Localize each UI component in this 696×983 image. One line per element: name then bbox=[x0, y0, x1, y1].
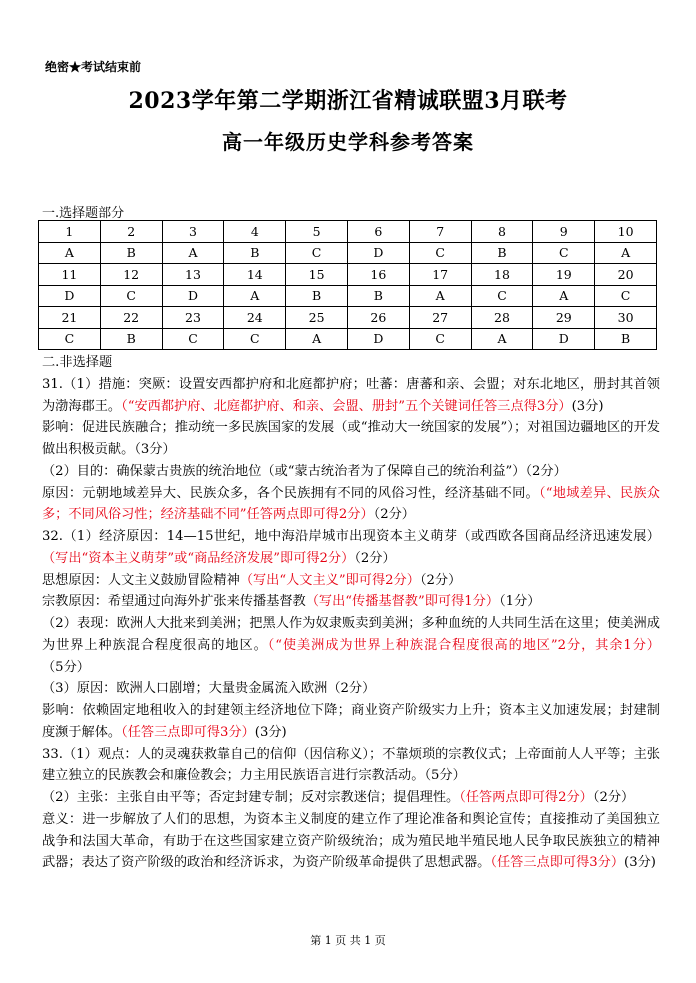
answer-cell: B bbox=[471, 242, 533, 264]
answer-cell: B bbox=[224, 242, 286, 264]
question-number-cell: 26 bbox=[347, 307, 409, 329]
question-number-cell: 10 bbox=[595, 221, 657, 243]
question-number-cell: 2 bbox=[100, 221, 162, 243]
secret-label: 绝密★考试结束前 bbox=[45, 60, 142, 74]
answer-row bbox=[39, 242, 657, 264]
scoring-note: （写出“传播基督教”即可得1分） bbox=[305, 594, 500, 610]
answer-cell: A bbox=[162, 242, 224, 264]
page-subtitle: 高一年级历史学科参考答案 bbox=[222, 130, 474, 154]
answer-cell: A bbox=[224, 285, 286, 307]
answer-cell: D bbox=[39, 285, 101, 307]
answer-31-2-reason: 原因：元朝地域差异大、民族众多，各个民族拥有不同的风俗习性，经济基础不同。（“地域差异、民族众多；不同风俗习性；经济基础不同”任答两点即可得2分）（2分） bbox=[42, 485, 660, 523]
answer-cell: A bbox=[286, 328, 348, 350]
question-number-cell: 1 bbox=[39, 221, 101, 243]
question-number-cell: 25 bbox=[286, 307, 348, 329]
answer-cell: C bbox=[39, 328, 101, 350]
answer-33-1: 33.（1）观点：人的灵魂获救靠自己的信仰（因信称义）；不靠烦琐的宗教仪式；上帝面前人人平等；主张建立独立的民族教会和廉俭教会；力主用民族语言进行宗教活动。（5分） bbox=[42, 746, 660, 784]
question-number-cell: 20 bbox=[595, 264, 657, 286]
answer-cell: C bbox=[595, 285, 657, 307]
answer-cell: A bbox=[595, 242, 657, 264]
answer-cell: B bbox=[595, 328, 657, 350]
scoring-note: （“使美洲成为世界上种族混合程度很高的地区”2分，其余1分） bbox=[267, 637, 660, 653]
answer-33-2-significance: 意义：进一步解放了人们的思想，为资本主义制度的建立作了理论准备和舆论宣传；直接推动了美国独立战争和法国大革命，有助于在这些国家建立资产阶级统治；成为殖民地半殖民地人民争取民族独立的精神武器；表达了资产阶级的政治和经济诉求，为资产阶级革命提供了思想武器。（任答三点即可得3分）(3分) bbox=[42, 811, 660, 871]
question-number-cell: 27 bbox=[409, 307, 471, 329]
answer-cell: B bbox=[100, 328, 162, 350]
answer-cell: A bbox=[39, 242, 101, 264]
answer-cell: D bbox=[347, 328, 409, 350]
question-number-cell: 28 bbox=[471, 307, 533, 329]
scoring-note: （任答两点即可得2分） bbox=[459, 790, 593, 805]
scoring-note: （写出“人文主义”即可得2分） bbox=[239, 572, 420, 588]
question-number-cell: 21 bbox=[39, 307, 101, 329]
answer-cell: C bbox=[533, 242, 595, 264]
question-number-cell: 19 bbox=[533, 264, 595, 286]
section-title: 二.非选择题 bbox=[42, 355, 113, 370]
question-number-cell: 13 bbox=[162, 264, 224, 286]
answer-row bbox=[39, 328, 657, 350]
question-number-cell: 6 bbox=[347, 221, 409, 243]
question-number-cell: 4 bbox=[224, 221, 286, 243]
section-choice-title: 一.选择题部分 bbox=[42, 206, 125, 221]
answer-cell: B bbox=[100, 242, 162, 264]
answer-cell: C bbox=[409, 242, 471, 264]
answer-31-1-impact: 影响：促进民族融合；推动统一多民族国家的发展（或“推动大一统国家的发展”）；对祖国边疆地区的开发做出积极贡献。（3分） bbox=[42, 420, 660, 457]
answer-cell: D bbox=[347, 242, 409, 264]
answer-32-1-religion: 宗教原因：希望通过向海外扩张来传播基督教（写出“传播基督教”即可得1分）（1分） bbox=[42, 594, 541, 610]
answer-cell: D bbox=[533, 328, 595, 350]
answer-cell: A bbox=[533, 285, 595, 307]
scoring-note: （任答三点即可得3分） bbox=[121, 724, 255, 740]
question-number-cell: 5 bbox=[286, 221, 348, 243]
answer-33-2-claims: （2）主张：主张自由平等；否定封建专制；反对宗教迷信；提倡理性。（任答两点即可得2分）（2分） bbox=[42, 790, 635, 805]
scoring-note: （任答三点即可得3分） bbox=[490, 855, 625, 871]
question-number-cell: 29 bbox=[533, 307, 595, 329]
question-number-cell: 8 bbox=[471, 221, 533, 243]
answer-32-2: （2）表现：欧洲人大批来到美洲；把黑人作为奴隶贩卖到美洲；多种血统的人共同生活在这里；使美洲成为世界上种族混合程度很高的地区。（“使美洲成为世界上种族混合程度很高的地区”2分，其余1分）（5分） bbox=[42, 616, 660, 675]
question-number-cell: 12 bbox=[100, 264, 162, 286]
answer-cell: C bbox=[286, 242, 348, 264]
answer-32-3-reason: （3）原因：欧洲人口剧增；大量贵金属流入欧洲（2分） bbox=[42, 681, 376, 697]
question-number-cell: 23 bbox=[162, 307, 224, 329]
answer-cell: D bbox=[162, 285, 224, 307]
question-number-cell: 3 bbox=[162, 221, 224, 243]
answer-cell: B bbox=[347, 285, 409, 307]
answer-32-1-thought: 思想原因：人文主义鼓励冒险精神（写出“人文主义”即可得2分）（2分） bbox=[42, 572, 462, 588]
answer-31-1-measures: 31.（1）措施：突厥：设置安西都护府和北庭都护府；吐蕃：唐蕃和亲、会盟；对东北地区，册封其首领为渤海郡王。（“安西都护府、北庭都护府、和亲、会盟、册封”五个关键词任答三点得3分）(3分) bbox=[42, 376, 660, 414]
answer-31-2-purpose: （2）目的：确保蒙古贵族的统治地位（或“蒙古统治者为了保障自己的统治利益”）（2分） bbox=[42, 463, 567, 479]
answer-cell: C bbox=[224, 328, 286, 350]
non-choice-section bbox=[42, 352, 660, 874]
question-number-row bbox=[39, 221, 657, 243]
answer-cell: C bbox=[100, 285, 162, 307]
answer-row bbox=[39, 285, 657, 307]
question-number-cell: 14 bbox=[224, 264, 286, 286]
answer-cell: A bbox=[409, 285, 471, 307]
scoring-note: （“地域差异、民族众多；不同风俗习性；经济基础不同”任答两点即可得2分） bbox=[42, 485, 660, 523]
answer-32-3-impact: 影响：依赖固定地租收入的封建领主经济地位下降；商业资产阶级实力上升；资本主义加速发展；封建制度濒于解体。（任答三点即可得3分）(3分) bbox=[42, 703, 660, 740]
question-number-cell: 16 bbox=[347, 264, 409, 286]
answer-cell: C bbox=[409, 328, 471, 350]
question-number-cell: 15 bbox=[286, 264, 348, 286]
question-number-cell: 18 bbox=[471, 264, 533, 286]
question-number-row bbox=[39, 307, 657, 329]
page-footer: 第 1 页 共 1 页 bbox=[310, 934, 386, 947]
answer-cell: C bbox=[471, 285, 533, 307]
question-number-cell: 30 bbox=[595, 307, 657, 329]
question-number-cell: 7 bbox=[409, 221, 471, 243]
question-number-cell: 9 bbox=[533, 221, 595, 243]
question-number-cell: 24 bbox=[224, 307, 286, 329]
answer-table bbox=[38, 220, 657, 350]
question-number-cell: 22 bbox=[100, 307, 162, 329]
answer-cell: A bbox=[471, 328, 533, 350]
scoring-note: （写出“资本主义萌芽”或“商品经济发展”即可得2分） bbox=[42, 550, 355, 566]
question-number-row bbox=[39, 264, 657, 286]
question-number-cell: 11 bbox=[39, 264, 101, 286]
answer-cell: C bbox=[162, 328, 224, 350]
question-number-cell: 17 bbox=[409, 264, 471, 286]
answer-cell: B bbox=[286, 285, 348, 307]
scoring-note: （“安西都护府、北庭都护府、和亲、会盟、册封”五个关键词任答三点得3分） bbox=[121, 398, 572, 414]
answer-32-1-economic: 32.（1）经济原因：14—15世纪，地中海沿岸城市出现资本主义萌芽（或西欧各国商品经济迅速发展）（写出“资本主义萌芽”或“商品经济发展”即可得2分）（2分） bbox=[42, 529, 660, 566]
page-title: 2023学年第二学期浙江省精诚联盟3月联考 bbox=[128, 88, 568, 114]
